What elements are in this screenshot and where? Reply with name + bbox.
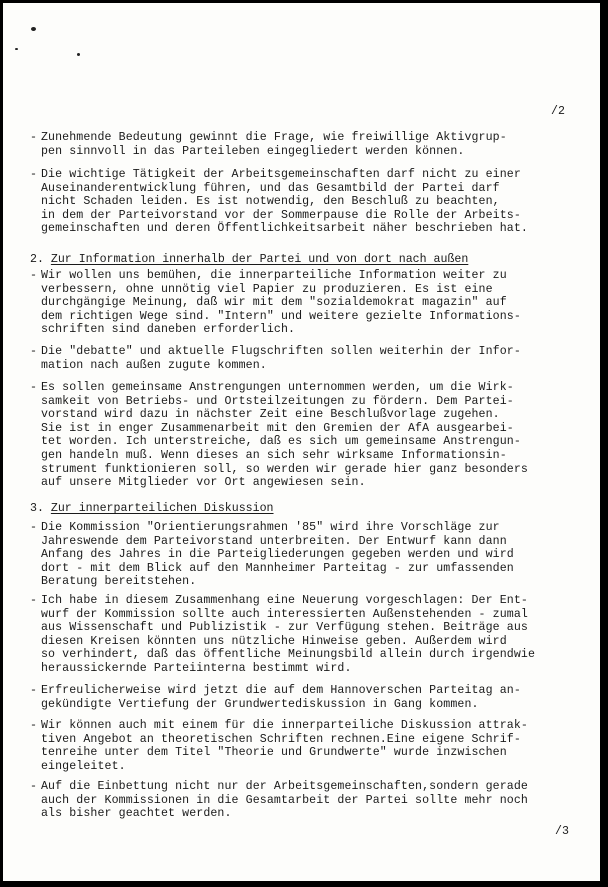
text-line: gemeinschaften und deren Öffentlichkeitsarbeit näher beschrieben hat. bbox=[41, 222, 528, 236]
section-3-heading bbox=[30, 502, 274, 515]
section-2-heading bbox=[30, 253, 468, 266]
text-line: wurf der Kommission sollte auch interessierten Außenstehenden - zumal bbox=[41, 607, 528, 621]
text-line: dem richtigen Wege sind. "Intern" und weitere gezielte Informations- bbox=[41, 309, 521, 323]
text-line: Wir können auch mit einem für die innerparteiliche Diskussion attrak- bbox=[41, 719, 528, 732]
text-line: diesen Kreisen könnten uns nützliche Hinweise geben. Außerdem wird bbox=[41, 634, 507, 648]
section-title: Zur Information innerhalb der Partei und von dort nach außen bbox=[50, 253, 469, 266]
page-number-top: /2 bbox=[551, 105, 565, 118]
text-line: gekündigte Vertiefung der Grundwertediskussion in Gang kommen. bbox=[41, 697, 479, 711]
scan-speck bbox=[31, 27, 36, 31]
text-line: Zunehmende Bedeutung gewinnt die Frage, wie freiwillige Aktivgrup- bbox=[41, 131, 507, 144]
text-line: Auf die Einbettung nicht nur der Arbeitsgemeinschaften,sondern gerade bbox=[41, 780, 528, 793]
bullet-dash: - bbox=[30, 345, 37, 358]
text-line: Beratung bereitstehen. bbox=[41, 575, 197, 589]
text-line: heraussickernde Parteiinterna bestimmt wird. bbox=[41, 662, 352, 675]
scan-speck bbox=[77, 53, 80, 56]
text-line: tet worden. Ich unterstreiche, daß es sich um gemeinsame Anstrengun- bbox=[41, 435, 521, 449]
text-line: Ich habe in diesem Zusammenhang eine Neuerung vorgeschlagen: Der Ent- bbox=[41, 594, 528, 607]
bullet-dash: - bbox=[30, 381, 37, 394]
document-page bbox=[3, 3, 600, 881]
bullet-dash: - bbox=[30, 521, 37, 534]
text-line: Die "debatte" und aktuelle Flugschriften sollen weiterhin der Infor- bbox=[41, 345, 521, 358]
text-line: tenreihe unter dem Titel "Theorie und Grundwerte" wurde inzwischen bbox=[41, 746, 507, 760]
text-line: dort - mit dem Blick auf den Mannheimer Parteitag - zur umfassenden bbox=[41, 561, 514, 575]
text-line: aus Wissenschaft und Publizistik - zur Verfügung stehen. Beiträge aus bbox=[41, 621, 528, 635]
text-line: Wir wollen uns bemühen, die innerparteiliche Information weiter zu bbox=[41, 269, 507, 282]
bullet-dash: - bbox=[30, 594, 37, 607]
bullet-dash: - bbox=[30, 780, 37, 793]
section-title: Zur innerparteilichen Diskussion bbox=[50, 502, 274, 515]
text-line: Die wichtige Tätigkeit der Arbeitsgemeinschaften darf nicht zu einer bbox=[41, 168, 521, 181]
text-line: Sie ist in enger Zusammenarbeit mit den Gremien der AfA ausgearbei- bbox=[41, 421, 514, 435]
text-line: nicht Schaden leiden. Es ist notwendig, den Beschluß zu beachten, bbox=[41, 195, 500, 209]
scan-speck bbox=[15, 48, 18, 50]
text-line: strument funktionieren soll, so werden wir gerade hier ganz besonders bbox=[41, 462, 528, 476]
text-line: eingeleitet. bbox=[41, 759, 126, 773]
text-line: samkeit von Betriebs- und Ortsteilzeitungen zu fördern. Dem Partei- bbox=[41, 394, 514, 408]
bullet-dash: - bbox=[30, 131, 37, 144]
text-line: Es sollen gemeinsame Anstrengungen unternommen werden, um die Wirk- bbox=[41, 381, 514, 394]
text-line: auch der Kommissionen in die Gesamtarbeit der Partei sollte mehr noch bbox=[41, 793, 528, 807]
text-line: schriften sind daneben erforderlich. bbox=[41, 323, 296, 337]
text-line: Anfang des Jahres in die Parteigliederungen gegeben werden und wird bbox=[41, 548, 514, 562]
text-line: vorstand wird dazu in nächster Zeit eine Beschlußvorlage zugehen. bbox=[41, 408, 500, 422]
text-line: in dem der Parteivorstand vor der Sommerpause die Rolle der Arbeits- bbox=[41, 208, 521, 222]
text-line: so verhindert, daß das öffentliche Meinungsbild allein durch irgendwie bbox=[41, 648, 536, 662]
text-line: Auseinanderentwicklung führen, und das Gesamtbild der Partei darf bbox=[41, 181, 500, 195]
text-line: durchgängige Meinung, daß wir mit dem "sozialdemokrat magazin" auf bbox=[41, 296, 507, 310]
page-number-bottom: /3 bbox=[555, 825, 569, 838]
text-line: auf unsere Mitglieder vor Ort angewiesen sein. bbox=[41, 476, 366, 490]
text-line: Erfreulicherweise wird jetzt die auf dem Hannoverschen Parteitag an- bbox=[41, 684, 521, 697]
bullet-dash: - bbox=[30, 684, 37, 697]
bullet-dash: - bbox=[30, 168, 37, 181]
bullet-dash: - bbox=[30, 719, 37, 732]
text-line: pen sinnvoll in das Parteileben eingegliedert werden können. bbox=[41, 144, 465, 158]
section-number: 2. bbox=[30, 253, 51, 266]
section-number: 3. bbox=[30, 502, 51, 515]
text-line: tiven Angebot an theoretischen Schriften rechnen.Eine eigene Schrif- bbox=[41, 732, 521, 746]
text-line: als bisher geachtet werden. bbox=[41, 807, 232, 821]
text-line: Die Kommission "Orientierungsrahmen '85" wird ihre Vorschläge zur bbox=[41, 521, 500, 534]
text-line: mation nach außen zugute kommen. bbox=[41, 358, 267, 372]
text-line: gen handeln muß. Wenn dieses an sich sehr wirksame Informationsin- bbox=[41, 449, 507, 462]
text-line: Jahreswende dem Parteivorstand unterbreiten. Der Entwurf kann dann bbox=[41, 534, 507, 548]
text-line: verbessern, ohne unnötig viel Papier zu produzieren. Es ist eine bbox=[41, 282, 493, 296]
bullet-dash: - bbox=[30, 269, 37, 282]
